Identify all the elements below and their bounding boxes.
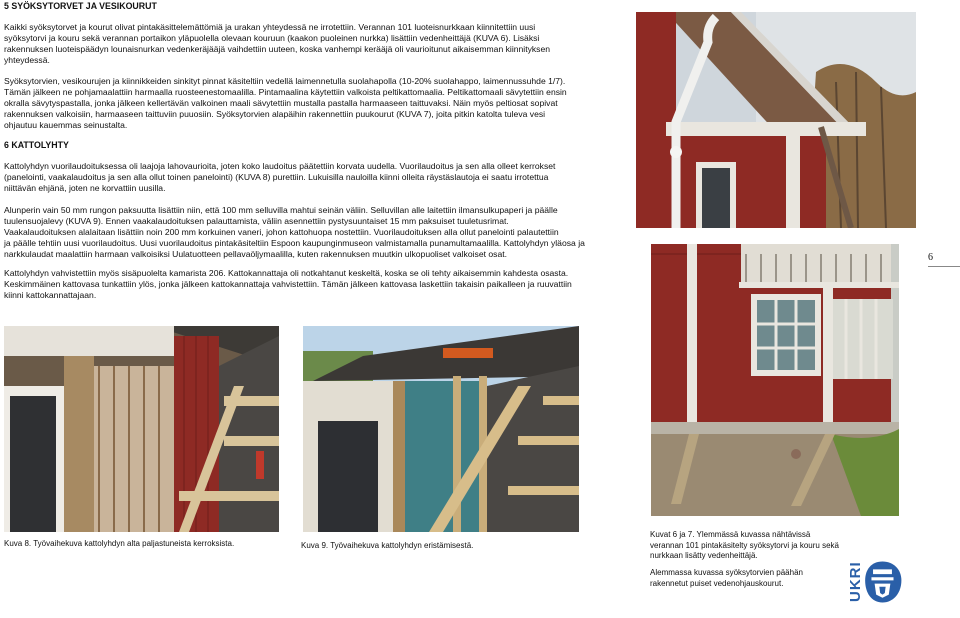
text-line: kiinni kattokannattajaan. [4,290,97,301]
caption-line: Alemmassa kuvassa syöksytorvien päähän [650,568,803,577]
caption-kuva-6-7-lower [650,568,850,589]
text-line: yhteydessä. [4,55,50,66]
text-line: Kattolyhdyn vuorilaudoituksessa oli laajoja lahovaurioita, joten koko laudoitus päätettiin korvata uudella. Vuorilaudoitus ja sen alla olleet kerrokset [4,161,556,171]
text-line: syöksytorvi ja kouru sekä verannan portaikon yläpuolella olevaan kouruun (kaakon puoleinen nurkka) lisättiin vedenheittäjä (KUVA 6). Lisäksi [4,33,540,44]
caption-line: Kuvat 6 ja 7. Ylemmässä kuvassa nähtävissä [650,530,811,539]
text-line: Kaikki syöksytorvet ja kourut olivat pintakäsittelemättömiä ja urakan yhteydessä ne irrotettiin. Verannan 101 luoteisnurkkaan kiinnitettiin uusi [4,22,536,32]
section-6-paragraph-2 [4,205,640,260]
text-line: (panelointi, vaakalaudoitus ja sen alla ollut toinen panelointi) (KUVA 8) purettiin. Lukuisilla nauloilla kiinni olleita räystäslautoja ei saatu irrotettua [4,172,549,183]
ukri-logo-icon [862,552,914,612]
section-5-paragraph-1 [4,22,634,66]
section-5-heading: 5 SYÖKSYTORVET JA VESIKOURUT [4,1,157,11]
caption-line: rakennetut puiset vedenohjauskourut. [650,578,784,588]
text-line: rakennuksen valkoisiin, harmaaseen taittuviin puuosiin. Syöksytorvien alapäihin rakennettiin puukourut (KUVA 7), joita pitkin katolta tuleva vesi [4,109,546,120]
text-line: okralla sävytyspastalla, jonka jälkeen kellertävän valkoinen maali sävytettiin mustalla pastalla harmaaseen taittuvaksi. Näin myös peltiosat sopivat [4,98,558,109]
caption-kuva-6-7 [650,530,850,562]
logo-text: UKRI [847,561,864,603]
text-line: ja päälle tehtiin uusi vuorilaudoitus. Uusi vuorilaudoitus pintakäsiteltiin Espoon kaupunginmuseon valmistamalla punamultamaalilla. Kattolyhdyn yläosa ja [4,238,585,249]
caption-kuva-8: Kuva 8. Työvaihekuva kattolyhdyn alta paljastuneista kerroksista. [4,539,235,548]
page-number-rule [928,266,960,267]
text-line: tuulensuojalevy (KUVA 9). Ennen vaakalaudoituksen palauttamista, väliin asennettiin pystysuuntaiset 15 mm paksuiset tuuletusrimat. [4,216,509,227]
caption-line: nurkkaan lisätty vedenheittäjä. [650,551,758,560]
text-line: rakennuksen luoteispäädyn lounaisnurkan vedenkeräjääjä vaihdettiin uuteen, koska vanhempi kerääjä oli vaurioitunut aikaisemman kiinnityksen [4,44,551,55]
section-5-paragraph-2 [4,76,634,131]
text-line: niittävän ehjänä, joten ne korvattiin uusilla. [4,183,166,194]
section-6-heading: 6 KATTOLYHTY [4,140,69,150]
caption-line: verannan 101 pintakäsitelty syöksytorvi ja kouru sekä [650,540,839,550]
photo-kuva-6 [636,12,916,228]
section-6-paragraph-3 [4,268,634,301]
text-line: Kattolyhdyn vahvistettiin myös sisäpuolelta kamarista 206. Kattokannattaja oli notkahtanut keskeltä, koska se oli tehty aikaisemmin kahdesta osasta. [4,268,569,278]
text-line: Alunperin vain 50 mm rungon paksuutta lisättiin niin, että 100 mm selluvilla mahtui seinän väliin. Selluvillan alle laitettiin ilmansulkupaperi ja päälle [4,205,558,215]
photo-kuva-7 [651,244,899,516]
photo-kuva-8 [4,326,279,532]
text-line: narkkulaudat maalattiin harmaan valkoisiksi Uulatuotteen pellavaöljymaalilla, kuten rakennuksen muutkin ulkopuoliset valkoiset osat. [4,249,508,260]
text-line: Tämän jälkeen ne pohjamaalattiin harmaalla ruosteenestomaalilla. Pintamaalina käytettiin valkoista peltikattomaalia. Peltikattomaali sävytettiin ensin [4,87,567,98]
photo-kuva-9 [303,326,579,532]
text-line: ohjautuu kauemmas seinustalta. [4,120,128,131]
page-number: 6 [928,252,933,263]
text-line: Vaakalaudoituksen alalaitaan lisättiin noin 200 mm korkuinen vaneri, johon kattohuopa nostettiin. Vuorilaudoituksen alla ollut panelointi palautettiin [4,227,559,238]
section-6-paragraph-1 [4,161,634,194]
text-line: Syöksytorvien, vesikourujen ja kiinnikkeiden sinkityt pinnat käsiteltiin vedellä laimennetulla suolahapolla (10-20% suolahappo, laimennussuhde 1/7). [4,76,566,86]
caption-kuva-9: Kuva 9. Työvaihekuva kattolyhdyn eristämisestä. [301,541,474,550]
text-line: Keskimmäinen kattovasa tunkattiin ylös, jonka jälkeen kattokannattaja vahvistettiin. Tämän jälkeen kattovasa laskettiin takaisin paikalleen ja ruuvattiin [4,279,572,290]
